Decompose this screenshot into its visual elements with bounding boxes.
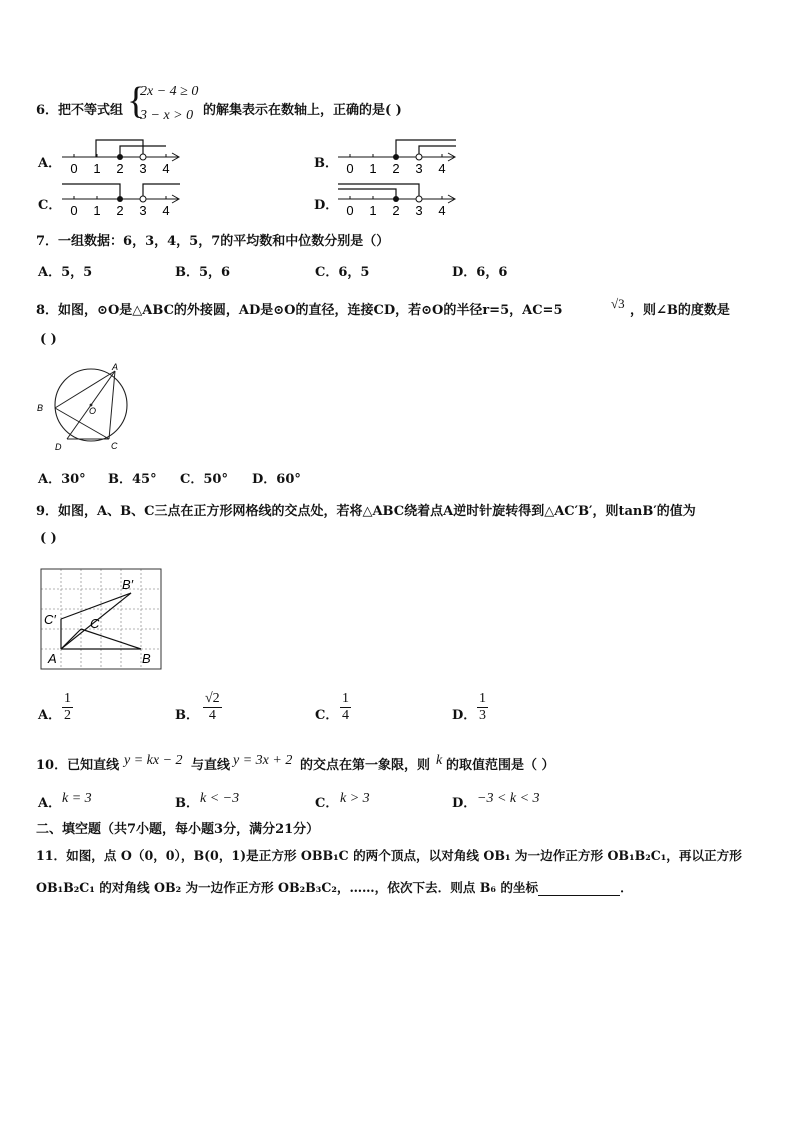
q9-option-d-fraction[interactable] xyxy=(477,691,488,724)
point-label-d: D xyxy=(55,442,62,452)
point-label-c-prime: C′ xyxy=(44,612,56,627)
tick-label: 2 xyxy=(392,161,400,176)
q11-line-2-end: ． xyxy=(620,880,633,895)
point-label-a: A xyxy=(48,651,57,666)
denominator: 4 xyxy=(342,708,349,723)
q11-line-2 xyxy=(36,877,633,896)
q9-option-b-label[interactable]: B． xyxy=(175,708,199,723)
q7-option-b[interactable]: B．5，6 xyxy=(175,265,231,280)
numerator: 1 xyxy=(479,691,486,706)
q10-option-c-label[interactable]: C． xyxy=(315,796,339,811)
q8-sqrt: √3 xyxy=(611,296,625,311)
q9-option-a-fraction[interactable] xyxy=(62,691,73,724)
q10-option-b-label[interactable]: B． xyxy=(175,796,199,811)
q10-option-a-label[interactable]: A． xyxy=(38,796,62,811)
q8-option-d[interactable]: D．60° xyxy=(252,472,301,487)
q9-option-c-label[interactable]: C． xyxy=(315,708,339,723)
tick-label: 1 xyxy=(93,203,101,218)
numerator: √2 xyxy=(205,691,220,706)
q6-option-d-label[interactable]: D． xyxy=(314,198,339,213)
tick-label: 4 xyxy=(162,203,170,218)
numerator: 1 xyxy=(64,691,71,706)
tick-label: 2 xyxy=(116,203,124,218)
q6-inequality-2: 3 − x > 0 xyxy=(140,108,194,123)
q8-answer-paren: ( ) xyxy=(40,332,57,347)
q6-option-c-numberline[interactable] xyxy=(58,178,188,218)
tick-label: 3 xyxy=(139,161,147,176)
q6-text-after: 的解集表示在数轴上，正确的是( ) xyxy=(203,103,402,118)
tick-label: 1 xyxy=(93,161,101,176)
tick-label: 0 xyxy=(346,161,354,176)
tick-label: 4 xyxy=(438,161,446,176)
denominator: 2 xyxy=(64,708,71,723)
q10-text-4: 的取值范围是（ ） xyxy=(446,758,555,773)
tick-label: 4 xyxy=(162,161,170,176)
tick-label: 3 xyxy=(415,161,423,176)
q7-option-d[interactable]: D．6，6 xyxy=(452,265,508,280)
numerator: 1 xyxy=(342,691,349,706)
q10-text-2: 与直线 xyxy=(191,758,231,773)
q8-option-c[interactable]: C．50° xyxy=(180,472,228,487)
tick-label: 2 xyxy=(116,161,124,176)
denominator: 4 xyxy=(208,708,216,723)
q8-question-text-end: ，则∠B的度数是 xyxy=(630,303,730,318)
q10-text-1: 10．已知直线 xyxy=(36,758,120,773)
q10-text-3: 的交点在第一象限，则 xyxy=(300,758,431,773)
q9-option-b-fraction[interactable] xyxy=(203,691,222,724)
point-label-b: B xyxy=(142,651,151,666)
q10-option-a-value[interactable]: k = 3 xyxy=(62,791,92,806)
tick-label: 1 xyxy=(369,161,377,176)
q6-brace: { xyxy=(127,80,146,122)
q10-option-b-value[interactable]: k < −3 xyxy=(200,791,240,806)
point-label-c: C xyxy=(111,441,118,451)
q10-option-c-value[interactable]: k > 3 xyxy=(340,791,370,806)
q6-option-a-numberline[interactable] xyxy=(58,136,188,176)
q6-option-a-label[interactable]: A． xyxy=(38,156,62,171)
q8-question-text: 8．如图，⊙O是△ABC的外接圆，AD是⊙O的直径，连接CD，若⊙O的半径r=5，AC=5 xyxy=(36,303,563,318)
point-label-o: O xyxy=(89,406,97,416)
q10-var-k: k xyxy=(436,753,443,768)
q9-option-c-fraction[interactable] xyxy=(340,691,351,724)
tick-label: 1 xyxy=(369,203,377,218)
point-label-b-prime: B′ xyxy=(122,577,134,592)
q10-line-2: y = 3x + 2 xyxy=(233,753,293,768)
tick-label: 4 xyxy=(438,203,446,218)
tick-label: 0 xyxy=(70,203,78,218)
point-label-b: B xyxy=(37,403,44,413)
q6-option-b-numberline[interactable] xyxy=(334,136,464,176)
q9-question-text: 9．如图，A、B、C三点在正方形网格线的交点处，若将△ABC绕着点A逆时针旋转得到△AC′B′，则tanB′的值为 xyxy=(36,504,696,519)
q7-option-c[interactable]: C．6，5 xyxy=(315,265,370,280)
tick-label: 3 xyxy=(139,203,147,218)
section-heading: 二、填空题（共7小题，每小题3分，满分21分） xyxy=(36,822,320,837)
q8-option-a[interactable]: A．30° xyxy=(38,472,86,487)
q11-line-1: 11．如图，点 O（0，0），B(0，1)是正方形 OBB₁C 的两个顶点，以对角线 OB₁ 为一边作正方形 OB₁B₂C₁，再以正方形 xyxy=(36,848,742,863)
q7-option-a[interactable]: A．5，5 xyxy=(38,265,93,280)
q6-inequality-1: 2x − 4 ≥ 0 xyxy=(140,84,199,99)
q6-option-c-label[interactable]: C． xyxy=(38,198,62,213)
point-label-c: C xyxy=(90,616,100,631)
tick-label: 3 xyxy=(415,203,423,218)
point-label-a: A xyxy=(112,362,119,372)
q11-line-2-text: OB₁B₂C₁ 的对角线 OB₂ 为一边作正方形 OB₂B₃C₂，……，依次下去．则点 B₆ 的坐标 xyxy=(36,880,539,895)
q10-line-1: y = kx − 2 xyxy=(124,753,183,768)
q6-option-b-label[interactable]: B． xyxy=(314,156,338,171)
q6-option-d-numberline[interactable] xyxy=(334,178,464,218)
q8-circle-figure xyxy=(34,360,134,456)
q8-option-b[interactable]: B．45° xyxy=(108,472,157,487)
q9-option-d-label[interactable]: D． xyxy=(452,708,477,723)
q7-question-text: 7．一组数据：6，3，4，5，7的平均数和中位数分别是（） xyxy=(36,234,390,249)
q10-option-d-value[interactable]: −3 < k < 3 xyxy=(477,791,540,806)
q9-grid-figure xyxy=(36,565,166,675)
tick-label: 2 xyxy=(392,203,400,218)
q9-answer-paren: ( ) xyxy=(40,531,57,546)
tick-label: 0 xyxy=(346,203,354,218)
answer-blank[interactable] xyxy=(538,883,620,896)
q6-number: 6． xyxy=(36,103,59,118)
tick-label: 0 xyxy=(70,161,78,176)
q9-option-a-label[interactable]: A． xyxy=(38,708,62,723)
q10-option-d-label[interactable]: D． xyxy=(452,796,477,811)
denominator: 3 xyxy=(479,708,486,723)
q6-text-before: 把不等式组 xyxy=(58,103,124,118)
